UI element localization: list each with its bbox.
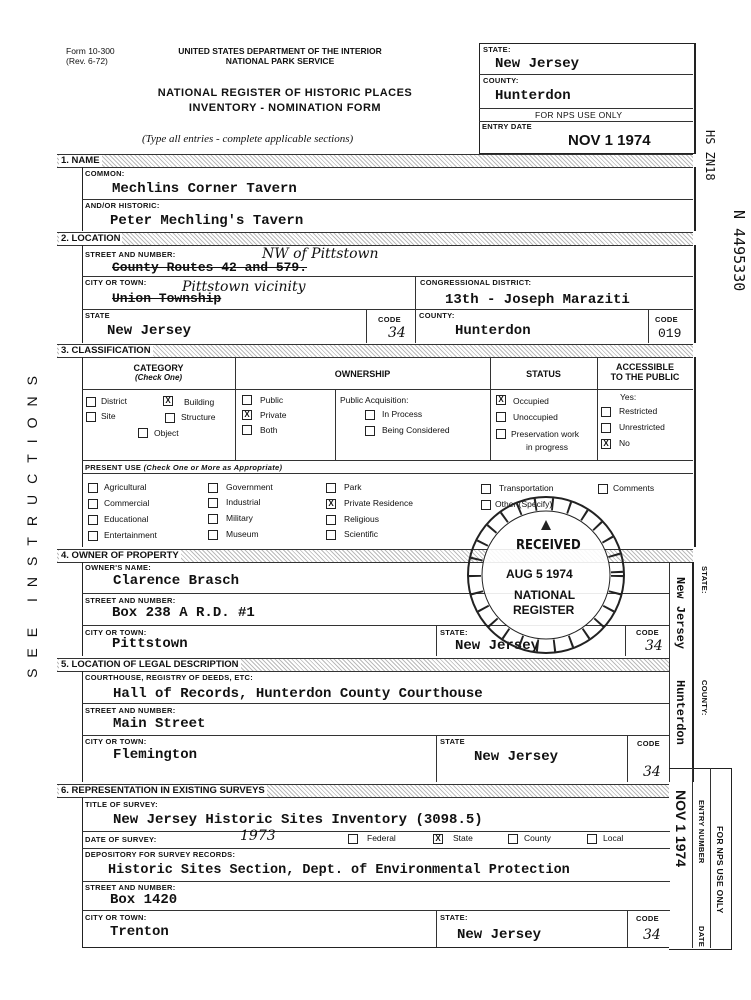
federal-checkbox[interactable]: [348, 834, 358, 844]
state-label: STATE:: [483, 45, 511, 54]
local-checkbox[interactable]: [587, 834, 597, 844]
building-label: Building: [184, 397, 215, 407]
location-city-label: CITY OR TOWN:: [85, 278, 147, 287]
accessible-title-2: TO THE PUBLIC: [610, 372, 680, 382]
private-checkbox[interactable]: X: [242, 410, 252, 420]
building-checkbox[interactable]: X: [163, 396, 173, 406]
legal-state: New Jersey: [474, 749, 559, 765]
form-number: [66, 46, 115, 66]
religious-label: Religious: [344, 514, 379, 524]
government-checkbox[interactable]: [208, 483, 218, 493]
section-6-header: [57, 784, 669, 798]
section-1-title: 1. NAME: [61, 155, 100, 166]
present-use-subtitle: (Check One or More as Appropriate): [143, 463, 283, 472]
being-considered-label: Being Considered: [382, 425, 450, 435]
comments-label: Comments: [613, 483, 655, 493]
section-1-header: [57, 154, 693, 168]
park-checkbox[interactable]: [326, 483, 336, 493]
section-4-title: 4. OWNER OF PROPERTY: [61, 550, 179, 561]
entertainment-label: Entertainment: [104, 530, 157, 540]
owner-city: Pittstown: [112, 636, 188, 652]
margin-mark-2: N 4495330: [730, 210, 748, 292]
type-instructions: (Type all entries - complete applicable sections): [142, 133, 354, 145]
government-label: Government: [226, 482, 273, 492]
survey-code: 34: [643, 927, 661, 943]
entry-date-value: NOV 1 1974: [568, 132, 651, 149]
educational-checkbox[interactable]: [88, 515, 98, 525]
courthouse-label: COURTHOUSE, REGISTRY OF DEEDS, ETC:: [85, 673, 254, 682]
side-state-label: STATE:: [700, 566, 709, 594]
side-nps-use-only: FOR NPS USE ONLY: [715, 826, 725, 914]
scientific-checkbox[interactable]: [326, 530, 336, 540]
form-title-1: NATIONAL REGISTER OF HISTORIC PLACES: [157, 87, 413, 99]
location-county-code-label: CODE: [655, 315, 678, 324]
survey-date-label: DATE OF SURVEY:: [85, 835, 157, 844]
side-entry-date: NOV 1 1974: [673, 790, 689, 868]
form-title-2: INVENTORY - NOMINATION FORM: [188, 102, 382, 114]
accessible-header: [597, 362, 693, 382]
accessible-title-1: ACCESSIBLE: [615, 362, 674, 372]
industrial-label: Industrial: [226, 497, 261, 507]
margin-mark-1: HS ZN18: [703, 130, 717, 181]
section-3-header: [57, 344, 693, 358]
agricultural-label: Agricultural: [104, 482, 147, 492]
survey-city-label: CITY OR TOWN:: [85, 913, 147, 922]
legal-code: 34: [643, 764, 661, 780]
structure-checkbox[interactable]: [165, 413, 175, 423]
service-name: NATIONAL PARK SERVICE: [225, 56, 335, 66]
private-label: Private: [260, 410, 287, 420]
courthouse: Hall of Records, Hunterdon County Courthouse: [113, 686, 483, 702]
side-county-label: COUNTY:: [700, 680, 709, 716]
military-checkbox[interactable]: [208, 514, 218, 524]
object-checkbox[interactable]: [138, 428, 148, 438]
no-label: No: [619, 438, 630, 448]
side-state: New Jersey: [673, 577, 687, 650]
owner-code: 34: [645, 638, 663, 654]
private-residence-checkbox[interactable]: X: [326, 499, 336, 509]
section-2-header: [57, 232, 693, 246]
department-header: [150, 46, 410, 66]
owner-name: Clarence Brasch: [113, 573, 240, 589]
nps-use-label: FOR NPS USE ONLY: [535, 110, 623, 120]
survey-state-label: STATE:: [440, 913, 468, 922]
location-city-struck: Union Township: [112, 291, 222, 306]
congress-value: 13th - Joseph Maraziti: [445, 292, 630, 308]
survey-title: New Jersey Historic Sites Inventory (3098.5): [113, 812, 483, 828]
common-label: COMMON:: [85, 169, 125, 178]
public-acquisition-label: Public Acquisition:: [340, 395, 409, 405]
present-use-label: [85, 463, 282, 472]
present-use-title: PRESENT USE: [85, 463, 142, 472]
stamp-national: NATIONAL: [514, 588, 576, 602]
park-label: Park: [344, 482, 362, 492]
owner-name-label: OWNER'S NAME:: [85, 563, 152, 572]
preservation-checkbox[interactable]: [496, 429, 506, 439]
scientific-label: Scientific: [344, 529, 379, 539]
being-considered-checkbox[interactable]: [365, 426, 375, 436]
both-checkbox[interactable]: [242, 425, 252, 435]
form-title: [120, 86, 450, 116]
military-label: Military: [226, 513, 253, 523]
transportation-label: Transportation: [499, 483, 554, 493]
structure-label: Structure: [181, 412, 216, 422]
owner-code-label: CODE: [636, 628, 659, 637]
unoccupied-checkbox[interactable]: [496, 412, 506, 422]
restricted-checkbox[interactable]: [601, 407, 611, 417]
state-value: New Jersey: [495, 56, 580, 72]
category-title: CATEGORY: [133, 363, 184, 373]
status-header: STATUS: [526, 369, 561, 379]
category-header: [82, 363, 235, 382]
entertainment-checkbox[interactable]: [88, 531, 98, 541]
site-label: Site: [101, 411, 116, 421]
location-street-handwritten: NW of Pittstown: [262, 246, 379, 262]
location-county-label: COUNTY:: [419, 311, 455, 320]
location-state: New Jersey: [107, 323, 192, 339]
industrial-checkbox[interactable]: [208, 498, 218, 508]
educational-label: Educational: [104, 514, 149, 524]
private-residence-label: Private Residence: [344, 498, 413, 508]
owner-state: New Jersey: [455, 638, 540, 654]
unrestricted-label: Unrestricted: [619, 422, 665, 432]
unrestricted-checkbox[interactable]: [601, 423, 611, 433]
location-state-code-label: CODE: [378, 315, 401, 324]
form-rev: (Rev. 6-72): [66, 56, 108, 66]
location-county-code: 019: [658, 326, 682, 341]
owner-street-label: STREET AND NUMBER:: [85, 596, 176, 605]
location-street-struck: County Routes 42 and 579.: [112, 260, 308, 275]
museum-label: Museum: [226, 529, 259, 539]
depository: Historic Sites Section, Dept. of Environmental Protection: [108, 863, 570, 878]
commercial-label: Commercial: [104, 498, 150, 508]
side-county: Hunterdon: [673, 680, 687, 745]
object-label: Object: [154, 428, 179, 438]
section-5-header: [57, 658, 669, 672]
both-label: Both: [260, 425, 278, 435]
local-label: Local: [603, 833, 624, 843]
section-2-title: 2. LOCATION: [61, 233, 121, 244]
legal-street-label: STREET AND NUMBER:: [85, 706, 176, 715]
side-entry-number-label: ENTRY NUMBER: [697, 800, 706, 864]
in-process-checkbox[interactable]: [365, 410, 375, 420]
state-option-label: State: [453, 833, 473, 843]
location-city-handwritten: Pittstown vicinity: [182, 279, 306, 295]
stamp-received: RECEIVED: [516, 538, 581, 553]
district-label: District: [101, 396, 127, 406]
commercial-checkbox[interactable]: [88, 499, 98, 509]
depository-label: DEPOSITORY FOR SURVEY RECORDS:: [85, 850, 236, 859]
common-name: Mechlins Corner Tavern: [112, 181, 297, 197]
county-label: COUNTY:: [483, 76, 519, 85]
owner-state-label: STATE:: [440, 628, 468, 637]
no-checkbox[interactable]: X: [601, 439, 611, 449]
survey-date: 1973: [240, 828, 276, 844]
location-county: Hunterdon: [455, 323, 531, 339]
survey-street-label: STREET AND NUMBER:: [85, 883, 176, 892]
preservation-label: Preservation work: [511, 429, 580, 439]
in-process-label: In Process: [382, 409, 423, 419]
yes-label: Yes:: [620, 392, 637, 402]
county-option-label: County: [524, 833, 551, 843]
site-checkbox[interactable]: [86, 412, 96, 422]
public-checkbox[interactable]: [242, 395, 252, 405]
department-name: UNITED STATES DEPARTMENT OF THE INTERIOR: [178, 46, 382, 56]
county-checkbox[interactable]: [508, 834, 518, 844]
section-3-title: 3. CLASSIFICATION: [61, 345, 151, 356]
county-value: Hunterdon: [495, 88, 571, 104]
legal-city-label: CITY OR TOWN:: [85, 737, 147, 746]
historic-label: AND/OR HISTORIC:: [85, 201, 160, 210]
historic-name: Peter Mechling's Tavern: [110, 213, 304, 229]
side-date-label: DATE: [697, 926, 706, 948]
district-checkbox[interactable]: [86, 397, 96, 407]
survey-state: New Jersey: [457, 927, 542, 943]
museum-checkbox[interactable]: [208, 530, 218, 540]
owner-city-label: CITY OR TOWN:: [85, 628, 147, 637]
other-label: Other (Specify): [495, 499, 553, 509]
survey-title-label: TITLE OF SURVEY:: [85, 800, 158, 809]
agricultural-checkbox[interactable]: [88, 483, 98, 493]
stamp-date: AUG 5 1974: [506, 567, 573, 581]
occupied-checkbox[interactable]: X: [496, 395, 506, 405]
public-label: Public: [260, 395, 284, 405]
location-state-code: 34: [388, 325, 406, 341]
federal-label: Federal: [367, 833, 396, 843]
unoccupied-label: Unoccupied: [513, 412, 558, 422]
survey-code-label: CODE: [636, 914, 659, 923]
congress-label: CONGRESSIONAL DISTRICT:: [420, 278, 532, 287]
religious-checkbox[interactable]: [326, 515, 336, 525]
legal-code-label: CODE: [637, 739, 660, 748]
section-5-title: 5. LOCATION OF LEGAL DESCRIPTION: [61, 659, 239, 670]
location-state-label: STATE: [85, 311, 110, 320]
legal-state-label: STATE: [440, 737, 465, 746]
survey-city: Trenton: [110, 924, 169, 940]
legal-city: Flemington: [113, 747, 198, 763]
in-progress-label: in progress: [526, 442, 569, 452]
see-instructions: SEE INSTRUCTIONS: [24, 365, 40, 678]
form-no: Form 10-300: [66, 46, 115, 56]
owner-street: Box 238 A R.D. #1: [112, 605, 255, 621]
legal-street: Main Street: [113, 716, 206, 732]
stamp-register: REGISTER: [513, 603, 575, 617]
location-street-label: STREET AND NUMBER:: [85, 250, 176, 259]
state-checkbox[interactable]: X: [433, 834, 443, 844]
entry-date-label: ENTRY DATE: [482, 122, 532, 131]
survey-street: Box 1420: [110, 892, 178, 908]
category-subtitle: (Check One): [134, 373, 183, 382]
occupied-label: Occupied: [513, 396, 549, 406]
restricted-label: Restricted: [619, 406, 658, 416]
ownership-header: OWNERSHIP: [334, 369, 391, 379]
section-6-title: 6. REPRESENTATION IN EXISTING SURVEYS: [61, 785, 265, 796]
